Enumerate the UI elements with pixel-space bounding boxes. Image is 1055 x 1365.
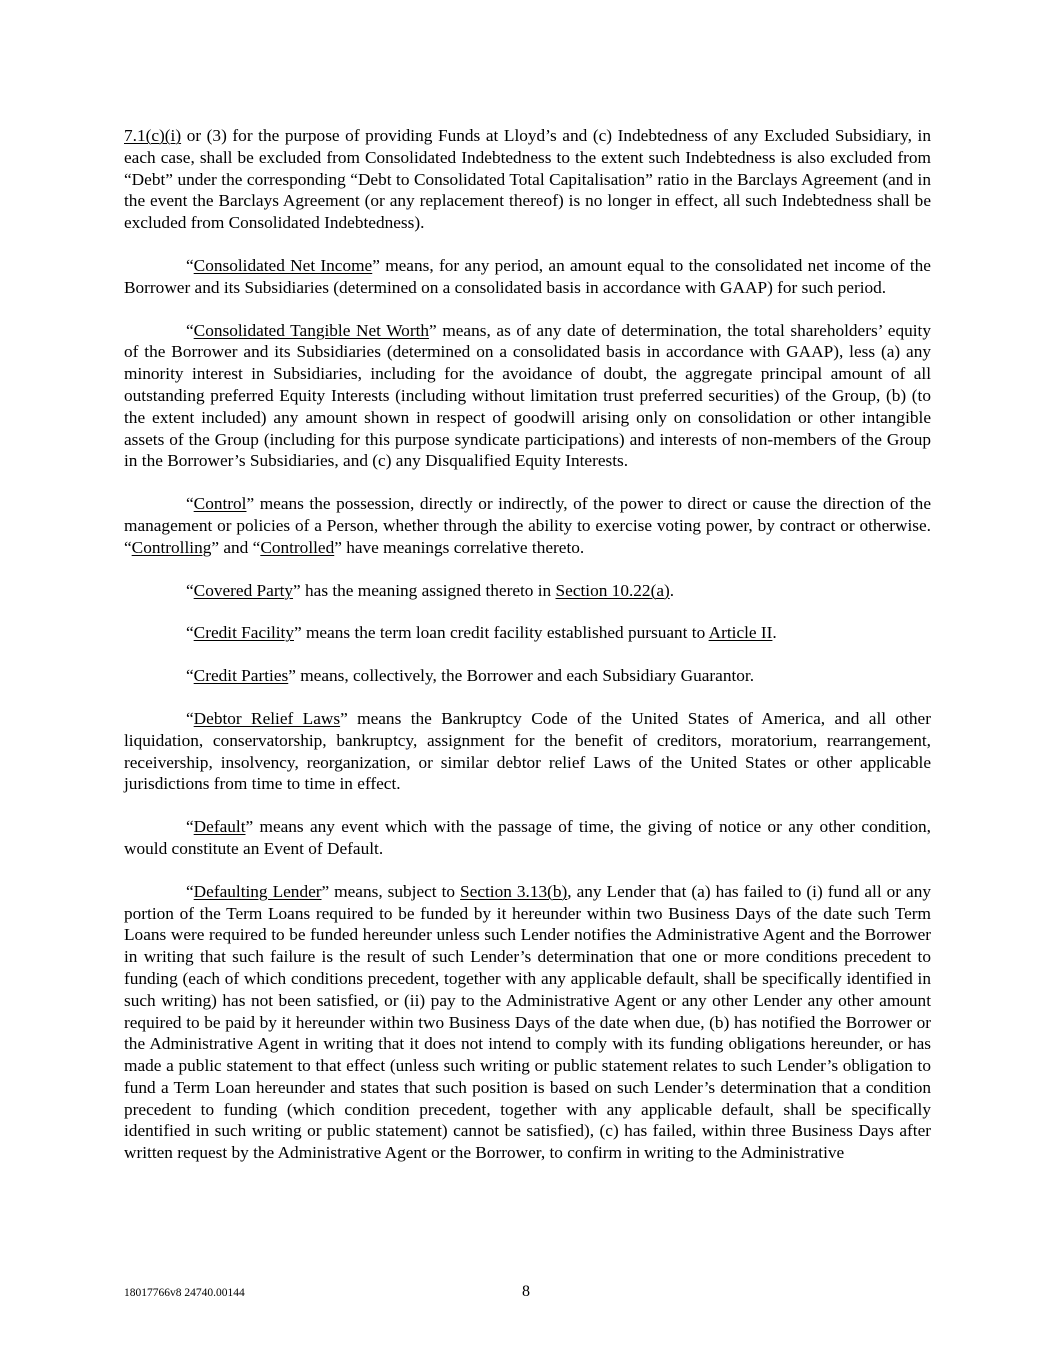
defined-term: Article II [708, 623, 773, 643]
text-run: . [669, 580, 675, 600]
defined-term: Covered Party [193, 580, 294, 600]
text-run: “ [186, 580, 194, 600]
text-run: “ [186, 494, 194, 514]
paragraph [124, 622, 931, 644]
defined-term: Controlling [131, 537, 212, 557]
paragraph [124, 493, 931, 558]
text-run: ” means the term loan credit facility established pursuant to [293, 623, 709, 643]
paragraph [124, 125, 931, 234]
paragraph [124, 881, 931, 1164]
defined-term: Debtor Relief Laws [193, 708, 341, 728]
page-number: 8 [522, 1283, 530, 1300]
text-run: “ [186, 623, 194, 643]
defined-term: Control [193, 494, 247, 514]
paragraph [124, 255, 931, 299]
paragraph [124, 665, 931, 687]
defined-term: Defaulting Lender [193, 881, 322, 901]
text-run: ” means any event which with the passage of time, the giving of notice or any other condition, would constitute an Event of Default. [124, 817, 931, 858]
defined-term: 7.1(c)(i) [124, 126, 182, 145]
text-run: “ [186, 817, 194, 837]
document-body [124, 125, 931, 1185]
paragraph [124, 816, 931, 860]
text-run: ” means, collectively, the Borrower and each Subsidiary Guarantor. [288, 666, 755, 686]
text-run: “ [186, 708, 194, 728]
text-run: . [772, 623, 777, 643]
defined-term: Consolidated Net Income [193, 255, 373, 275]
text-run: ” means, for any period, an amount equal to the consolidated net income of the Borrower and its Subsidiaries (determined on a consolidated basis in accordance with GAAP) for such period. [124, 255, 931, 297]
defined-term: Default [193, 817, 246, 837]
text-run: ” means the Bankruptcy Code of the United States of America, and all other liquidation, conservatorship, bankruptcy, assignment for the benefit of creditors, moratorium, rearrangement, receivership, insolvency, reorganization, or similar debtor relief Laws of the United States or other applicable jurisdictions from time to time in effect. [124, 708, 931, 794]
text-run: ” means, subject to [321, 881, 461, 901]
defined-term: Controlled [260, 537, 335, 557]
text-run: , any Lender that (a) has failed to (i) fund all or any portion of the Term Loans required to be funded by it hereunder within two Business Days of the date such Term Loans were required to be funded hereunder unless such Lender notifies the Administrative Agent and the Borrower in writing that such failure is the result of such Lender’s determination that one or more conditions precedent to funding (each of which conditions precedent, together with any applicable default, shall be specifically identified in such writing) has not been satisfied, or (ii) pay to the Administrative Agent or any other Lender any other amount required to be paid by it hereunder within two Business Days of the date when due, (b) has notified the Borrower or the Administrative Agent in writing that it does not intend to comply with its funding obligations hereunder, or has made a public statement to that effect (unless such writing or public statement relates to such Lender’s obligation to fund a Term Loan hereunder and states that such position is based on such Lender’s determination that a condition precedent to funding (which condition precedent, together with any applicable default, shall be specifically identified in such writing or public statement) cannot be satisfied), (c) has failed, within three Business Days after written request by the Administrative Agent or the Borrower, to confirm in writing to the Administrative [124, 881, 931, 1163]
text-run: “ [186, 881, 194, 901]
text-run: “ [186, 255, 194, 275]
footer-document-id: 18017766v8 24740.00144 [124, 1287, 245, 1299]
text-run: ” has the meaning assigned thereto in [293, 580, 556, 600]
defined-term: Section 10.22(a) [555, 580, 670, 600]
paragraph [124, 708, 931, 795]
paragraph [124, 320, 931, 473]
text-run: ” have meanings correlative thereto. [334, 537, 585, 557]
text-run: or (3) for the purpose of providing Funds at Lloyd’s and (c) Indebtedness of any Excluded Subsidiary, in each case, shall be excluded from Consolidated Indebtedness to the extent such Indebtedness is also excluded from “Debt” under the corresponding “Debt to Consolidated Total Capitalisation” ratio in the Barclays Agreement (and in the event the Barclays Agreement (or any replacement thereof) is no longer in effect, all such Indebtedness shall be excluded from Consolidated Indebtedness). [124, 126, 931, 233]
text-run: ” means, as of any date of determination, the total shareholders’ equity of the Borrower and its Subsidiaries (determined on a consolidated basis in accordance with GAAP), less (a) any minority interest in Subsidiaries, including for the avoidance of doubt, the aggregate principal amount of all outstanding preferred Equity Interests (including without limitation trust preferred securities) of the Group, (b) (to the extent included) any amount shown in respect of goodwill arising only on consolidation or other intangible assets of the Group (including for this purpose syndicate participations) and interests of non-members of the Group in the Borrower’s Subsidiaries, and (c) any Disqualified Equity Interests. [124, 320, 931, 471]
defined-term: Consolidated Tangible Net Worth [193, 320, 430, 340]
text-run: ” and “ [211, 537, 261, 557]
defined-term: Credit Parties [193, 666, 289, 686]
text-run: “ [186, 666, 194, 686]
text-run: ” means the possession, directly or indirectly, of the power to direct or cause the direction of the management or policies of a Person, whether through the ability to exercise voting power, by contract or otherwise. “ [124, 494, 931, 557]
paragraph [124, 580, 931, 602]
text-run: “ [186, 320, 194, 340]
defined-term: Credit Facility [193, 623, 294, 643]
defined-term: Section 3.13(b) [460, 881, 568, 901]
